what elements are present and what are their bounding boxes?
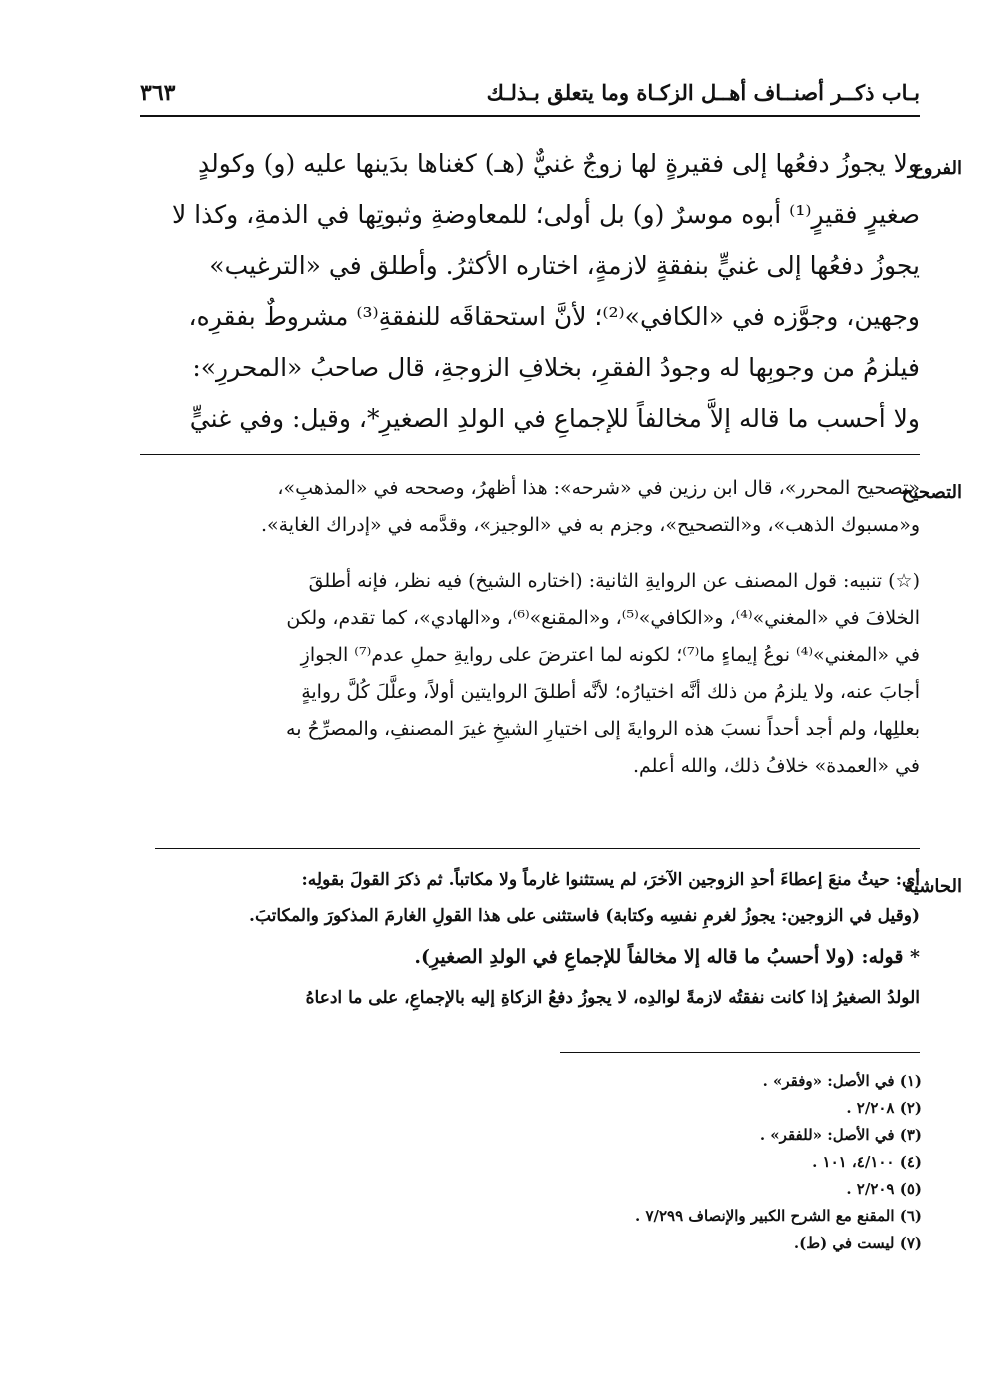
footnote-6: (٦) المقنع مع الشرح الكبير والإنصاف ٧/٢٩٩ . <box>635 1207 922 1225</box>
tanbih-block <box>140 563 920 785</box>
footnote-1: (١) في الأصل: «وفقر» . <box>762 1072 922 1090</box>
main-line-1: ولا يجوزُ دفعُها إلى فقيرةٍ لها زوجٌ غنيٌّ (هـ) كغناها بدَينها عليه (و) وكولدٍ <box>198 149 920 178</box>
footnotes <box>362 1068 922 1257</box>
tashih-separator <box>155 848 920 849</box>
side-label-furu: الفروع <box>913 158 962 179</box>
tanbih-line-6: في «العمدة» خلافُ ذلك، والله أعلم. <box>633 755 920 777</box>
footnote-7: (٧) ليست في (ط). <box>793 1234 922 1252</box>
main-line-2: صغيرٍ فقيرٍ⁽¹⁾ أبوه موسرٌ (و) بل أولى؛ للمعاوضةِ وثبوتِها في الذمةِ، وكذا لا <box>171 200 920 229</box>
main-line-6: ولا أحسب ما قاله إلاَّ مخالفاً للإجماعِ في الولدِ الصغيرِ*، وقيل: وفي غنيٍّ <box>189 404 920 433</box>
tanbih-line-3: في «المغني»⁽⁴⁾ نوعُ إيماءٍ ما⁽⁷⁾؛ لكونه لما اعترضَ على روايةِ حملِ عدم⁽⁷⁾ الجوازِ <box>300 644 920 666</box>
tashih-block <box>140 470 920 544</box>
page-number: ٣٦٣ <box>140 80 176 106</box>
main-text-block <box>140 138 920 444</box>
hashiya-line-1: أي: حيثُ منعَ إعطاءَ أحدِ الزوجين الآخرَ، لم يستثنوا غارماً ولا مكاتباً. ثم ذكرَ القولَ بقولِه: <box>301 870 920 890</box>
hashiya-block <box>140 862 920 1016</box>
footnote-2: (٢) ٢/٢٠٨ . <box>846 1099 922 1117</box>
side-label-hashiya: الحاشية <box>904 876 962 897</box>
header-rule <box>140 115 920 117</box>
tanbih-line-1: (☆) تنبيه: قول المصنف عن الروايةِ الثانية: (اختاره الشيخ) فيه نظر، فإنه أطلقَ <box>308 570 920 592</box>
hashiya-last-line: الولدُ الصغيرُ إذا كانت نفقتُه لازمةً لوالدِه، لا يجوزُ دفعُ الزكاةِ إليه بالإجماعِ، على ما ادعاهُ <box>305 988 920 1008</box>
tanbih-line-2: الخلافَ في «المغني»⁽⁴⁾، و«الكافي»⁽⁵⁾، و«المقنع»⁽⁶⁾، و«الهادي»، كما تقدم، ولكن <box>286 607 920 629</box>
main-line-3: يجوزُ دفعُها إلى غنيٍّ بنفقةٍ لازمةٍ، اختاره الأكثرُ. وأطلق في «الترغيب» <box>209 251 920 280</box>
main-separator <box>140 454 920 455</box>
tanbih-line-5: بعللِها، ولم أجد أحداً نسبَ هذه الروايةَ إلى اختيارِ الشيخِ غيرَ المصنفِ، والمصرِّحُ به <box>286 718 920 740</box>
tashih-line-1: «تصحيح المحرر»، قال ابن رزين في «شرحه»: هذا أظهرُ، وصححه في «المذهبِ»، <box>277 477 920 499</box>
footnote-4: (٤) ٤/١٠٠، ١٠١ . <box>812 1153 922 1171</box>
main-line-5: فيلزمُ من وجوبِها له وجودُ الفقرِ، بخلافِ الزوجةِ، قال صاحبُ «المحررِ»: <box>192 353 920 382</box>
hashiya-qawluh: * قوله: (ولا أحسبُ ما قاله إلا مخالفاً للإجماعِ في الولدِ الصغيرِ). <box>414 946 920 968</box>
footnote-separator <box>560 1052 920 1053</box>
hashiya-line-2: (وقيل في الزوجين: يجوزُ لغرمِ نفسِه وكتابة) فاستثنى على هذا القولِ الغارمَ المذكورَ والمكاتبَ. <box>249 906 920 926</box>
tanbih-line-4: أجابَ عنه، ولا يلزمُ من ذلك أنَّه اختيارُه؛ لأنَّه أطلقَ الروايتين أولاً، وعلَّلَ كُلَّ روايةٍ <box>301 681 920 703</box>
running-header <box>140 78 920 114</box>
footnote-3: (٣) في الأصل: «للفقر» . <box>759 1126 922 1144</box>
side-label-tashih: التصحيح <box>901 482 962 503</box>
chapter-title: بـاب ذكــر أصنــاف أهــل الزكـاة وما يتعلق بـذلـك <box>486 80 920 105</box>
footnote-5: (٥) ٢/٢٠٩ . <box>846 1180 922 1198</box>
main-line-4: وجهين، وجوَّزه في «الكافي»⁽²⁾؛ لأنَّ استحقاقَه للنفقةِ⁽³⁾ مشروطٌ بفقرِه، <box>188 302 920 331</box>
tashih-line-2: و«مسبوك الذهب»، و«التصحيح»، وجزم به في «الوجيز»، وقدَّمه في «إدراك الغاية». <box>260 514 920 536</box>
